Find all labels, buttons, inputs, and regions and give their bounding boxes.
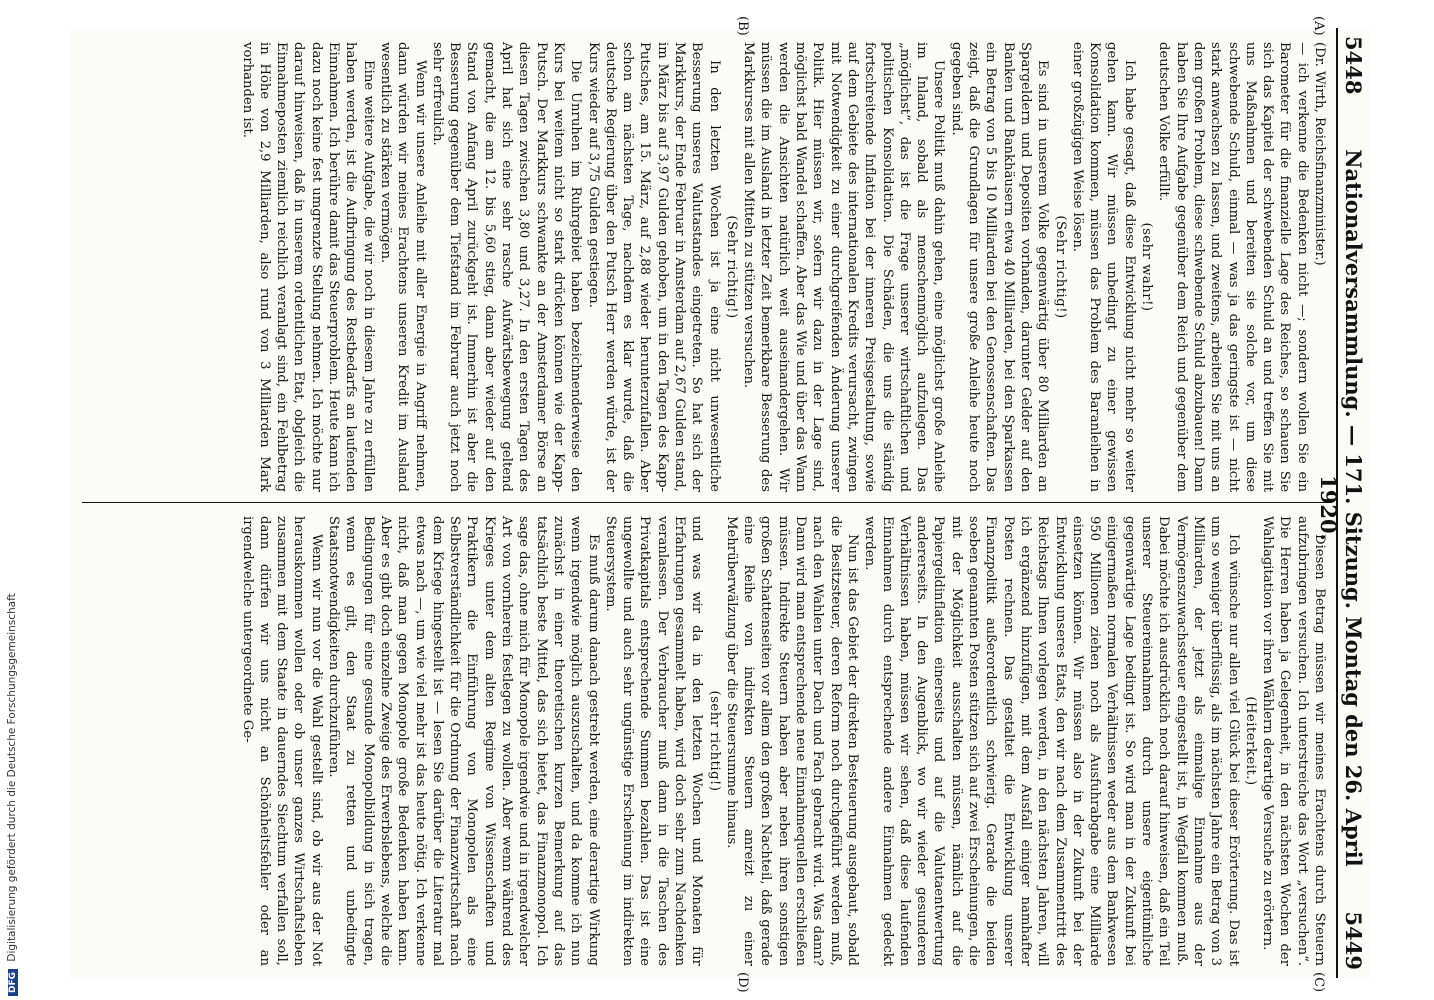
left-page-number: 5448 bbox=[1341, 36, 1366, 95]
paragraph: Ich habe gesagt, daß diese Entwicklung nicht mehr so weiter gehen kann. Wir müssen unbedingt zu einer gewissen Konsolidation kommen, müssen das Problem des Baranleihen in einer großzügigen Weise lösen. bbox=[1069, 42, 1137, 492]
margin-marker-a: (A) bbox=[1311, 16, 1326, 36]
paragraph: Ich wünsche nur allen viel Glück bei dieser Erörterung. Das ist um so weniger überflüssig, als im nächsten Jahre ein Betrag von 3 Milliarden, der jetzt als einmalige Einnahme aus der Vermögenszuwachssteuer eingestellt ist, in Wegfall kommen muß. Dabei möchte ich ausdrücklich noch darauf hinweisen, daß ein Teil unserer Steuereinnahmen durch unsere eigentümliche gegenwärtige Lage bedingt ist. So wird man in der Zukunft bei einigermaßen normalen Verhältnissen weder aus dem Bankwesen 950 Millionen ziehen noch als Ausfuhrabgabe eine Milliarde einsetzen können. Wir müssen also in der Zukunft bei der Entwicklung unseres Etats, den wir nach dem Zusammentritt des Reichstags Ihnen vorlegen werden, in den nächsten Jahren, will ich ergänzend hinzufügen, mit dem Ausfall einiger namhafter Posten rechnen. Das gestaltet die Entwicklung unserer Finanzpolitik außerordentlich schwierig. Gerade die beiden soeben genannten Posten stützen sich auf zwei Erscheinungen, die mit der Möglichkeit ausschalten müssen, nämlich auf die Papiergeldinflation einerseits und auf die Valutaentwertung andererseits. In den Augenblick, wo wir wieder gesunderen Verhältnissen haben, müssen wir sehen, daß diese laufenden Einnahmen durch entsprechende andere Einnahmen gedeckt werden. bbox=[862, 516, 1241, 966]
column-divider bbox=[82, 502, 1332, 503]
left-text-column bbox=[238, 42, 1328, 492]
paragraph: In den letzten Wochen ist ja eine nicht unwesentliche Besserung unseres Valutastandes eingetreten. So hat sich der Markkurs, der Ende Februar in Amsterdam auf 2,67 Gulden stand, im März bis auf 3,97 Gulden gehoben, um in den Tagen des Kapp-Putsches, am 15. März, auf 2,88 wieder herunterzufallen. Aber schon am nächsten Tage, nachdem es klar wurde, daß die deutsche Regierung über den Putsch Herr werden würde, ist der Kurs wieder auf 3,75 Gulden gestiegen. bbox=[585, 42, 722, 492]
interjection: (Sehr richtig!) bbox=[1052, 215, 1068, 319]
paragraph: Diesen Betrag müssen wir meines Erachtens durch Steuern aufzubringen versuchen. Ich unterstreiche das Wort „versuchen“. Die Herren haben ja Gelegenheit, in den nächsten Wochen der Wahlagitation vor ihren Wählern derartige Versuche zu erörtern. bbox=[1260, 516, 1327, 966]
margin-marker-b: (B) bbox=[735, 16, 750, 36]
dfg-logo: DFG bbox=[8, 969, 18, 996]
interjection: (sehr wahr!) bbox=[1139, 222, 1155, 312]
credit-text: Digitalisierung gefördert durch die Deutsche Forschungsgemeinschaft bbox=[6, 593, 18, 962]
paragraph: Die Unruhen im Ruhrgebiet haben bezeichnenderweise den Kurs bei weitem nicht so stark drücken können wie der Kapp-Putsch. Der Markkurs schwankte an der Amsterdamer Börse an diesen Tagen zwischen 3,80 und 3,27. In den ersten Tagen des April hat sich eine sehr rasche Aufwärtsbewegung geltend gemacht, die am 12. bis 5,60 stieg, dann aber wieder auf den Stand von Anfang April zurückgeht ist. Immerhin ist aber die Besserung gegenüber dem Tiefstand im Februar auch jetzt noch sehr erfreulich. bbox=[429, 42, 584, 492]
paragraph: Es sind in unserem Volke gegenwärtig über 80 Milliarden an Spargeldern und Depositen vorhanden, darunter Gelder auf den Banken und Bankhäusern etwa 40 Milliarden, bei den Sparkassen ein Betrag von 5 bis 10 Milliarden bei den Genossenschaften. Das zeigt, daß die Grundlagen für unsere große Anleihe heute noch gegeben sind. bbox=[948, 42, 1051, 492]
margin-marker-d: (D) bbox=[735, 972, 750, 993]
paragraph: Eine weitere Aufgabe, die wir noch in diesem Jahre zu erfüllen haben werden, ist die Aufbringung des Restbedarfs an laufenden Einnahmen. Ich berühre damit das Steuerproblem. Heute kann ich dazu noch keine fest umgrenzte Stellung nehmen. Ich möchte nur darauf hinweisen, daß in unserem ordentlichen Etat, obgleich die Einnahmeposten ziemlich reichlich veranlagt sind, ein Fehlbetrag in Höhe von 2,9 Milliarden, also rund von 3 Milliarden Mark vorhanden ist. bbox=[239, 42, 376, 492]
speaker-line: (Dr. Wirth, Reichsfinanzminister.) bbox=[1312, 42, 1327, 266]
digitization-credit bbox=[6, 0, 20, 996]
paragraph: — ich verkenne die Bedenken nicht —; sondern wollen Sie ein Barometer für die finanzielle Lage des Reiches, so schauen Sie sich das Kapitel der schwebenden Schuld an und treffen Sie mit uns Maßnahmen und bereiten sie solche vor, um diese schwebende Schuld, einmal — was ja das geringste ist — nicht stark anwachsen zu lassen, und zweitens, arbeiten Sie mit uns an dem großen Problem, diese schwebende Schuld abzubauen! Dann haben Sie Ihre Aufgabe gegenüber dem Reich und gegenüber dem deutschen Volke erfüllt. bbox=[1156, 42, 1310, 492]
right-text-column bbox=[238, 516, 1328, 966]
interjection: (sehr richtig!) bbox=[706, 690, 722, 792]
paragraph: und was wir da in den letzten Wochen und Monaten für Erfahrungen gesammelt haben, wird doch sehr zum Nachdenken veranlassen. Der Verbraucher muß dann in die Taschen des Privatkapitals entsprechende Summen bezahlen. Das ist eine ungewollte und auch sehr ungünstige Erscheinung im indirekten Steuersystem. bbox=[602, 516, 705, 966]
paragraph: Es muß darum danach gestrebt werden, eine derartige Wirkung wenn irgendwie möglich auszuschalten, und da komme ich nun zunächst in einer theoretischen kurzen Bemerkung auf das tatsächlich beste Mittel, das sich bietet, das Finanzmonopol. Ich sage das, ohne mich für Monopole irgendwie und in irgendwelcher Art von vornherein festlegen zu wollen. Aber wenn während des Krieges unter dem alten Regime von Wissenschaften und Praktikern die Einführung von Monopolen als eine Selbstverständlichkeit für die Ordnung der Finanzwirtschaft nach dem Kriege hingestellt ist — lesen Sie darüber die Literatur mal etwas nach —, um wie viel mehr ist das heute nötig. Ich verkenne nicht, daß man gegen Monopole große Bedenken haben kann. Aber es gibt doch einzelne Zweige des Erwerbslebens, welche die Bedingungen für eine gesunde Monopolbildung in sich tragen, wenn es gilt, den Staat zu retten und unbedingte Staatsnotwendigkeiten durchzuführen. bbox=[326, 516, 601, 966]
rotated-document-page bbox=[70, 16, 1370, 993]
paragraph: Wenn wir nun vor die Wahl gestellt sind, ob wir aus der Not herauskommen wollen oder ob unser ganzes Wirtschaftsleben zusammen mit dem Staate in dauerndes Siechtum verfallen soll, dann dürfen wir uns nicht an Schönheitsfehler oder an irgendwelche untergeordnete Ge- bbox=[239, 516, 324, 966]
interjection: (Sehr richtig!) bbox=[723, 215, 739, 319]
margin-marker-c: (C) bbox=[1311, 972, 1326, 993]
paragraph: Wenn wir unsere Anleihe mit aller Energie in Angriff nehmen, dann würden wir meines Erachtens unseren Kredit im Ausland wesentlich zu stärken vermögen. bbox=[377, 42, 428, 492]
interjection: (Heiterkeit.) bbox=[1242, 696, 1258, 786]
session-title: Nationalversammlung. — 171. Sitzung. Montag den 26. April 1920. bbox=[1316, 149, 1366, 867]
paragraph: Nun ist das Gebiet der direkten Besteuerung ausgebaut, sobald die Besitzsteuer, deren Reform noch durchgeführt werden muß, nach den Wahlen unter Dach und Fach gebracht wird. Was dann? Dann wird man entsprechende neue Einnahmequellen erschließen müssen. Indirekte Steuern haben aber neben ihren sonstigen großen Schattenseiten vor allem den großen Nachteil, daß gerade eine Reihe von indirekten Steuern anreizt zu einer Mehrüberwälzung über die Steuersumme hinaus. bbox=[723, 516, 860, 966]
header-rule bbox=[1336, 28, 1338, 978]
right-page-number: 5449 bbox=[1341, 911, 1366, 970]
paragraph: Unsere Politik muß dahin gehen, eine möglichst große Anleihe im Inland, sobald als menschenmöglich aufzulegen. Das „möglichst“, das ist die Frage unserer wirtschaftlichen und politischen Konsolidation. Die Schäden, die uns die ständig fortschreitende Inflation bei der inneren Preisgestaltung, sowie auf dem Gebiete des internationalen Kredits verursacht, zwingen mit Notwendigkeit zu einer durchgreifenden Änderung unserer Politik. Hier müssen wir, sofern wir dazu in der Lage sind, möglichst bald Wandel schaffen. Aber das Wie und über das Wann werden die Ansichten natürlich weit auseinandergehen. Wir müssen die im Ausland in letzter Zeit bemerkbare Besserung des Markkurses mit allen Mitteln zu stützen versuchen. bbox=[741, 42, 947, 492]
